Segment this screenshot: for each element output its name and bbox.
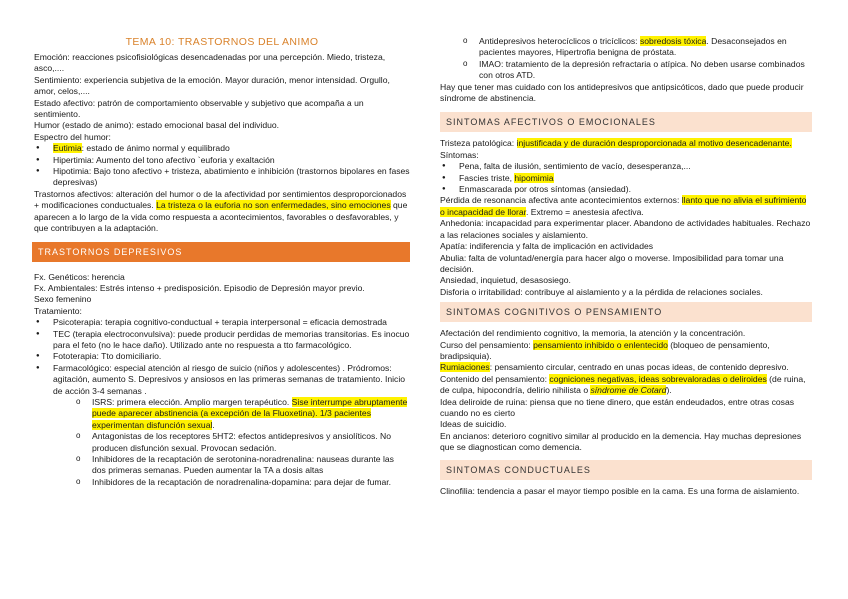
list-item — [34, 143, 410, 154]
afectacion-rendimiento: Afectación del rendimiento cognitivo, la memoria, la atención y la concentración. — [440, 328, 746, 339]
clinofilia: Clinofilia: tendencia a pasar el mayor tiempo posible en la cama. Es una forma de aislamiento. — [440, 485, 800, 496]
espectro-heading: Espectro del humor: — [34, 131, 111, 142]
highlight: cogniciones negativas, ideas sobrevaloradas o deliroides — [549, 373, 767, 384]
ideas-suicidio: Ideas de suicidio. — [440, 419, 507, 430]
farmaco-sublist-continued — [460, 36, 812, 82]
text: Trastornos afectivos: alteración del humor o de la afectividad por sentimientos desproporcionados + modificaciones conductuales. — [34, 188, 407, 211]
text: . Extremo = anestesia afectiva. — [526, 206, 644, 217]
ansiedad: Ansiedad, inquietud, desasosiego. — [440, 275, 571, 286]
espectro-list — [34, 143, 410, 189]
text: ISRS: primera elección. Amplio margen terapéutico. — [92, 396, 292, 407]
def-trastornos-afectivos — [34, 189, 410, 235]
text: . Desaconsejados en pacientes mayores, Hipertrofia benigna de próstata. — [479, 36, 787, 58]
list-item — [34, 155, 410, 166]
list-item: ● Fototerapia: Tto domiciliario. — [34, 351, 410, 362]
text: Pérdida de resonancia afectiva ante acontecimientos externos: — [440, 195, 682, 206]
highlight: La tristeza o la euforia no son enfermedades, sino emociones — [156, 200, 391, 211]
sintomas-list — [440, 161, 812, 195]
page-title: TEMA 10: TRASTORNOS DEL ANIMO — [125, 36, 319, 48]
text: ). — [666, 385, 672, 396]
text: (de ruina, de culpa, hipocondría, delirio nihilista o — [440, 373, 806, 396]
highlight: pensamiento inhibido o enlentecido — [533, 339, 668, 350]
text: Contenido del pensamiento: — [440, 373, 550, 384]
rumiaciones — [440, 362, 812, 373]
text: Curso del pensamiento: — [440, 339, 534, 350]
ancianos: En ancianos: deterioro cognitivo similar al producido en la demencia. Hay muchas depresiones que se diagnostican como demencia. — [440, 430, 802, 453]
def-humor: Humor (estado de animo): estado emocional basal del individuo. — [34, 120, 280, 131]
list-item: ● Pena, falta de ilusión, sentimiento de vacío, desesperanza,... — [440, 161, 812, 172]
text: : pensamiento circular, centrado en unas pocas ideas, de contenido depresivo. — [489, 362, 789, 373]
list-text: Hipotimia: Bajo tono afectivo + tristeza, abatimiento e inhibición (trastornos bipolares en fases depresivas) — [53, 166, 410, 188]
text: Fascies triste, — [459, 172, 515, 183]
list-item — [34, 166, 410, 189]
sublist-item: o Antagonistas de los receptores 5HT2: efectos antidepresivos y ansiolíticos. No producen disfunción sexual. Provocan sedación. — [73, 431, 410, 454]
highlight: Sise interrumpe abruptamente puede aparecer abstinencia (a excepción de la Fluoxetina). 1/3 pacientes experimentan disfunción sexual — [92, 396, 408, 430]
factor-sexo: Sexo femenino — [34, 294, 92, 305]
highlight: Rumiaciones — [440, 362, 490, 373]
sublist-item: o Inhibidores de la recaptación de noradrenalina-dopamina: para dejar de fumar. — [73, 477, 410, 488]
tristeza-patologica — [440, 138, 812, 161]
sublist-item: o Inhibidores de la recaptación de serotonina-noradrenalina: nauseas durante las dos primeras semanas. Pueden aumentar la TA a dosis altas — [73, 454, 410, 477]
text: Antidepresivos heterocíclicos o tricíclicos: — [479, 36, 640, 46]
text: Tristeza patológica: — [440, 138, 517, 149]
highlight: síndrome de Cotard — [590, 385, 667, 396]
section-header-trastornos-depresivos: TRASTORNOS DEPRESIVOS — [32, 242, 410, 262]
list-text: Farmacológico: especial atención al riesgo de suicio (niños y adolescentes) . Pródromos: agitación, aumento S. Depresivos y ansiosos en las primeras semanas de tratamiento. Inicio de acción 3-4 semanas . — [53, 362, 406, 396]
note-antidepresivos: Hay que tener mas cuidado con los antidepresivos que antipsicóticos, dado que puede producir síndrome de abstinencia. — [440, 81, 804, 104]
section-header-sintomas-afectivos: SINTOMAS AFECTIVOS O EMOCIONALES — [440, 112, 812, 132]
section-header-sintomas-cognitivos: SINTOMAS COGNITIVOS O PENSAMIENTO — [440, 302, 812, 322]
list-item — [440, 173, 812, 184]
list-item: ● Psicoterapia: terapia cognitivo-conductual + terapia interpersonal = eficacia demostrada — [34, 317, 410, 328]
highlight: sobredosis tóxica — [639, 36, 707, 46]
disforia: Disforia o irritabilidad: contribuye al aislamiento y a la pérdida de relaciones sociales. — [440, 286, 763, 297]
highlight: injustificada y de duración desproporcionada al motivo desencadenante. — [516, 138, 792, 149]
highlight: llanto que no alivia el sufrimiento o incapacidad de llorar — [440, 195, 807, 217]
right-column — [440, 36, 812, 497]
list-item: ● Enmascarada por otros síntomas (ansiedad). — [440, 184, 812, 195]
tratamiento-list — [34, 317, 410, 488]
text: que aparecen a lo largo de la vida como respuesta a acontecimientos, favorables o desfavorables, y que contribuyen a la adaptación. — [34, 200, 408, 234]
sublist-item: o IMAO: tratamiento de la depresión refractaria o atípica. No deben usarse combinados con otros ATD. — [460, 59, 812, 82]
idea-deliroide: Idea deliroide de ruina: piensa que no tiene dinero, que están endeudados, entre otras cosas cuando no es cierto — [440, 396, 795, 418]
curso-pensamiento — [440, 340, 812, 363]
section-header-sintomas-conductuales: SINTOMAS CONDUCTUALES — [440, 460, 812, 480]
perdida-resonancia — [440, 195, 812, 218]
text: . — [212, 419, 215, 430]
farmaco-sublist — [73, 397, 410, 488]
list-text: : estado de ánimo normal y equilibrado — [81, 143, 230, 154]
text: (bloqueo de pensamiento, bradipsiquia). — [440, 339, 770, 361]
highlight: hipomimia — [514, 172, 554, 183]
sublist-item — [460, 36, 812, 59]
apatia: Apatía: indiferencia y falta de implicación en actividades — [440, 241, 654, 252]
def-emocion: Emoción: reacciones psicofisiológicas desencadenadas por una percepción. Miedo, tristeza, asco,.... — [34, 52, 386, 74]
sublist-item — [73, 397, 410, 431]
text: Síntomas: — [440, 149, 479, 160]
factor-geneticos: Fx. Genéticos: herencia — [34, 271, 125, 282]
def-sentimiento: Sentimiento: experiencia subjetiva de la emoción. Mayor duración, menor intensidad. Orgullo, amor, celos,.... — [34, 74, 390, 97]
tratamiento-heading: Tratamiento: — [34, 305, 82, 316]
list-text: Hipertimia: Aumento del tono afectivo `euforia y exaltación — [53, 154, 275, 165]
factor-ambientales: Fx. Ambientales: Estrés intenso + predisposición. Episodio de Depresión mayor previo. — [34, 282, 365, 293]
contenido-pensamiento — [440, 374, 812, 397]
list-item: ● TEC (terapia electroconvulsiva): puede producir perdidas de memorias transitorias. Es inocuo para el feto (no le hace daño). Utilizado ante no respuesta a tto farmacológico. — [34, 329, 410, 352]
highlight: Eutimia — [53, 143, 82, 154]
def-estado-afectivo: Estado afectivo: patrón de comportamiento observable y subjetivo que acompaña a un sentimiento. — [34, 97, 364, 120]
list-item — [34, 363, 410, 488]
anhedonia: Anhedonia: incapacidad para experimentar placer. Abandono de actividades habituales. Rechazo a las relaciones sociales y aislamiento. — [440, 218, 811, 240]
left-column — [34, 0, 410, 488]
abulia: Abulia: falta de voluntad/energía para hacer algo o moverse. Imposibilidad para tomar una decisión. — [440, 252, 784, 274]
